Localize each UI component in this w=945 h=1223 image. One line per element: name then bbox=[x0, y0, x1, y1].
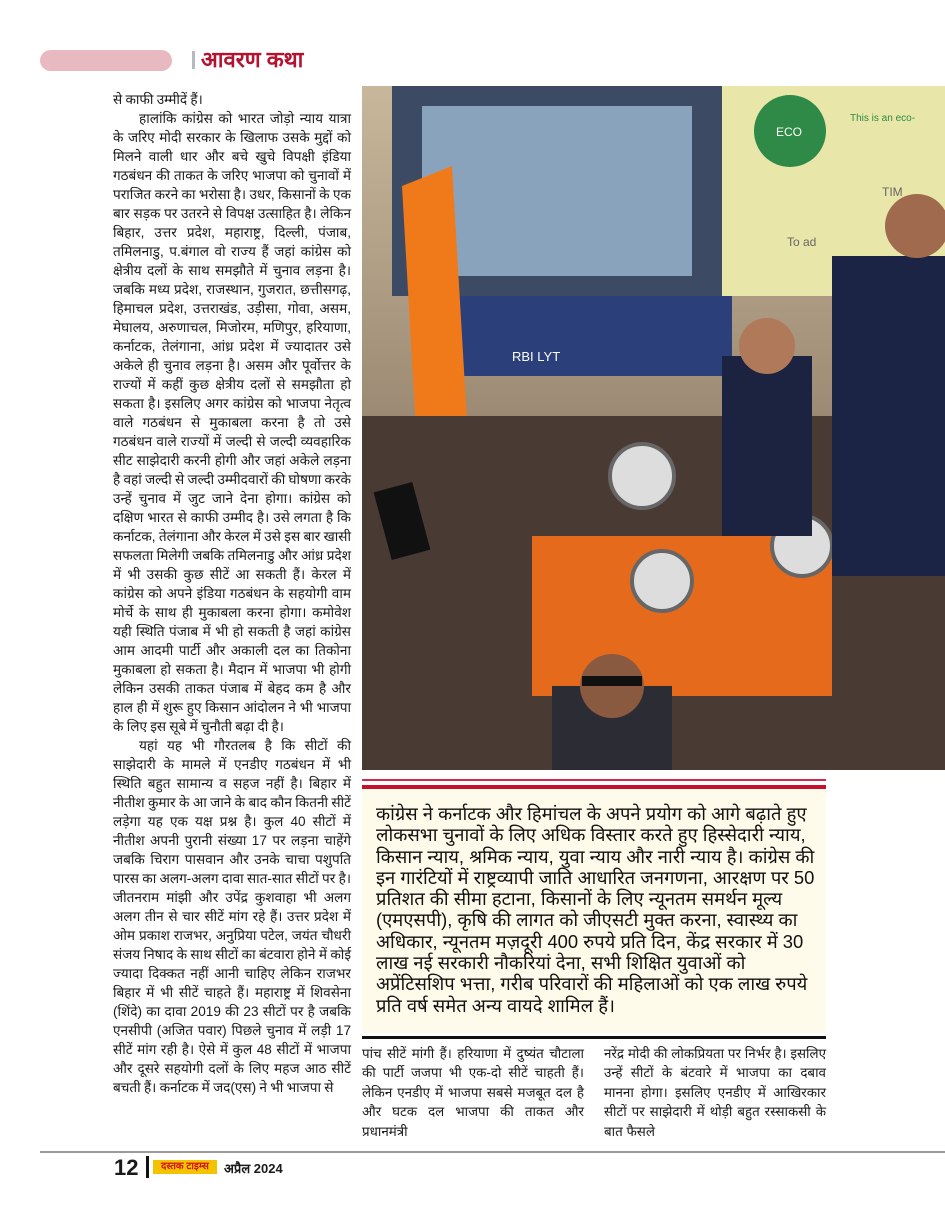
pull-quote-section bbox=[362, 779, 826, 1141]
eco-sign-text: ECO bbox=[776, 125, 803, 139]
page-footer bbox=[0, 1151, 945, 1191]
paragraph: यहां यह भी गौरतलब है कि सीटों की साझेदारी के मामले में एनडीए गठबंधन में भी स्थिति बहुत सामान्य व सहज नहीं है। बिहार में नीतीश कुमार के आ जाने के बाद कौन कितनी सीटें लड़ेगा यह एक यक्ष प्रश्न है। कुल 40 सीटों में नीतीश अपनी पुरानी संख्या 17 पर लड़ना चाहेंगे जबकि चिराग पासवान और उनके चाचा पशुपति पारस का अलग-अलग दावा सात-सात सीटों पर है। जीतनराम मांझी और उपेंद्र कुशवाहा भी अलग अलग तीन से चार सीटें मांग रहे हैं। उत्तर प्रदेश में ओम प्रकाश राजभर, अनुप्रिया पटेल, जयंत चौधरी संजय निषाद के साथ सीटों का बंटवारा होने में कोई ज्यादा दिक्कत नहीं आनी चाहिए लेकिन राजभर बिहार में भी सीटें चाहते हैं। महाराष्ट्र में शिवसेना (शिंदे) का दावा 2019 की 23 सीटों पर है जबकि एनसीपी (अजित पवार) पिछले चुनाव में लड़ी 17 सीटें मांग रही है। ऐसे में कुल 48 सीटों में भाजपा और दूसरे सहयोगी दलों के लिए महज आठ सीटें बचती हैं। कर्नाटक में जद(एस) ने भी भाजपा से bbox=[113, 738, 351, 1095]
footer-rule bbox=[40, 1151, 945, 1153]
page-number: 12 bbox=[114, 1155, 139, 1180]
bottom-column-2: नरेंद्र मोदी की लोकप्रियता पर निर्भर है। इसलिए उन्हें सीटों के बंटवारे में भाजपा का दबाव मानना होगा। इसलिए एनडीए में आखिरकार सीटों पर साझेदारी में थोड़ी बहुत रस्साकसी के बात फैसले bbox=[604, 1046, 826, 1139]
section-title: आवरण कथा bbox=[201, 47, 304, 72]
person bbox=[832, 256, 945, 576]
bottom-column-1: पांच सीटें मांगी हैं। हरियाणा में दुष्यंत चौटाला की पार्टी जजपा भी एक-दो सीटें चाहती हैं। लेकिन एनडीए में भाजपा सबसे मजबूत दल है और घटक दल भाजपा की ताकत और प्रधानमंत्री bbox=[362, 1046, 584, 1139]
footer-divider bbox=[146, 1156, 149, 1178]
rally-photo-illustration bbox=[362, 86, 945, 770]
pull-quote-rule bbox=[362, 779, 826, 781]
paragraph: हालांकि कांग्रेस को भारत जोड़ो न्याय यात्रा के जरिए मोदी सरकार के खिलाफ उसके मुद्दों को मिलने वाली धार और बचे खुचे विपक्षी इंडिया गठबंधन की ताकत के जरिए भाजपा को चुनावों में पराजित करने का भरोसा है। उधर, किसानों के एक बार सड़क पर उतरने से विपक्ष उत्साहित है। लेकिन बिहार, उत्तर प्रदेश, महाराष्ट्र, दिल्ली, पंजाब, तमिलनाडु, प.बंगाल वो राज्य हैं जहां कांग्रेस को क्षेत्रीय दलों के साथ समझौते में चुनाव लड़ना है। जबकि मध्य प्रदेश, राजस्थान, गुजरात, छत्तीसगढ़, हिमाचल प्रदेश, उत्तराखंड, उड़ीसा, गोवा, असम, मेघालय, अरुणाचल, मिजोरम, मणिपुर, हरियाणा, कर्नाटक, तेलंगाना, आंध्र प्रदेश में ज्यादातर उसे अकेले ही चुनाव लड़ना है। असम और पूर्वोत्तर के राज्यों में कहीं कुछ क्षेत्रीय दलों से समझौता हो सकता है। इसलिए अगर कांग्रेस को भाजपा नेतृत्व वाले गठबंधन से मुकाबला करना है तो उसे गठबंधन वाले राज्यों में जल्दी से जल्दी व्यवहारिक सीट साझेदारी करनी होगी और जहां अकेले लड़ना है वहां जल्दी से जल्दी उम्मीदवारों की घोषणा करके उन्हें चुनाव में जुट जाने देना होगा। कांग्रेस को दक्षिण भारत से काफी उम्मीद है। उसे लगता है कि कर्नाटक, तेलंगाना और केरल में उसे इस बार खासी सफलता मिलेगी जबकि तमिलनाडु और आंध्र प्रदेश में भी उसकी कुछ सीटें आ सकती हैं। केरल में कांग्रेस को अपने इंडिया गठबंधन के सहयोगी वाम मोर्चे के साथ ही मुकाबला करना होगा। कमोवेश यही स्थिति पंजाब में भी हो सकती है जहां कांग्रेस आम आदमी पार्टी और अकाली दल का तिकोना मुकाबला हो सकता है। मैदान में भाजपा भी होगी लेकिन उसकी ताकत पंजाब में बेहद कम है और हाल ही में शुरू हुए किसान आंदोलन ने भी भाजपा के लिए इस सूबे में चुनौती बढ़ा दी है। bbox=[113, 111, 351, 734]
pull-quote-bottom-rule bbox=[362, 1036, 826, 1039]
shop-sign bbox=[442, 296, 732, 376]
person bbox=[722, 356, 812, 536]
issue-date: अप्रैल 2024 bbox=[224, 1161, 283, 1176]
header-decoration-pill bbox=[40, 50, 172, 71]
left-article-column bbox=[113, 90, 351, 1097]
rally-photo bbox=[362, 86, 945, 770]
billboard-text: TIM bbox=[882, 185, 903, 199]
billboard-text: To ad bbox=[787, 235, 817, 249]
paragraph: से काफी उम्मीदें हैं। bbox=[113, 92, 203, 107]
pull-quote: कांग्रेस ने कर्नाटक और हिमांचल के अपने प्रयोग को आगे बढ़ाते हुए लोकसभा चुनावों के लिए अधिक विस्तार करते हुए हिस्सेदारी न्याय, किसान न्याय, श्रमिक न्याय, युवा न्याय और नारी न्याय है। कांग्रेस की इन गारंटियों में राष्ट्रव्यापी जाति आधारित जनगणना, आरक्षण पर 50 प्रतिशत की सीमा हटाना, किसानों के लिए न्यूनतम समर्थन मूल्य (एमएसपी), कृषि की लागत को जीएसटी मुक्त करना, स्वास्थ्य का अधिकार, न्यूनतम मज़दूरी 400 रुपये प्रति दिन, केंद्र सरकार में 30 लाख नई सरकारी नौकरियां देना, सभी शिक्षित युवाओं को अप्रेंटिसशिप भत्ता, गरीब परिवारों की महिलाओं को एक लाख रुपये प्रति वर्ष समेत अन्य वायदे शामिल हैं। bbox=[362, 789, 826, 1033]
magazine-logo: दस्तक टाइम्स bbox=[153, 1160, 217, 1174]
billboard-text: This is an eco- bbox=[850, 113, 916, 124]
shop-sign-text: RBI LYT bbox=[512, 349, 561, 364]
header-divider bbox=[192, 51, 195, 69]
